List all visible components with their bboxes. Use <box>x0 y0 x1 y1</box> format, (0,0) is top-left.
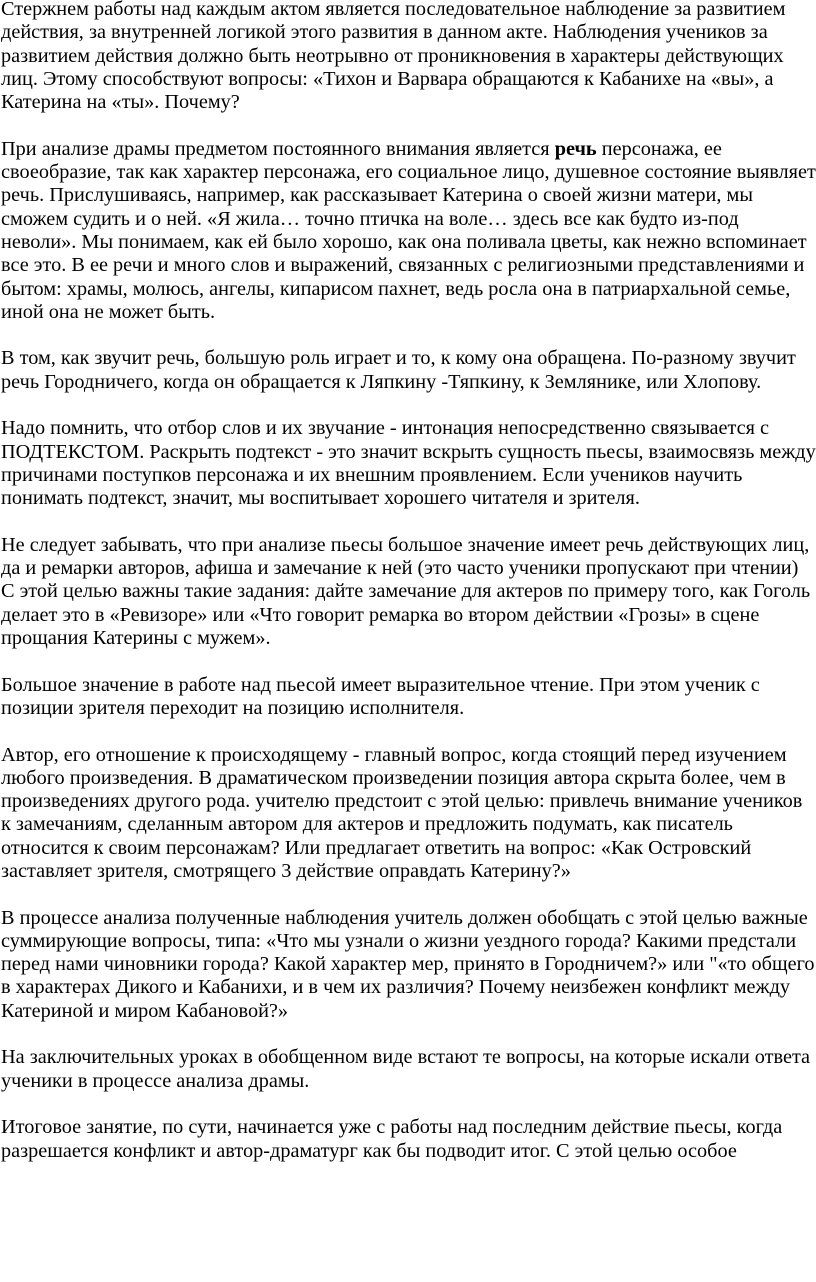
paragraph-6: Большое значение в работе над пьесой имеет выразительное чтение. При этом ученик с позиции зрителя переходит на позицию исполнителя. <box>1 673 760 719</box>
paragraph-2-start: При анализе драмы предметом постоянного внимания является <box>1 137 555 160</box>
emphasis-speech: речь <box>554 137 597 160</box>
paragraph-8: В процессе анализа полученные наблюдения учитель должен обобщать с этой целью важные суммирующие вопросы, типа: «Что мы узнали о жизни уездного города? Какими предстали перед нами чиновники города? Какой характер мер, принято в Городничем?» или "«то общего в характерах Дикого и Кабанихи, и в чем их различия? Почему неизбежен конфликт между Катериной и миром Кабановой?» <box>1 906 815 1022</box>
paragraph-5: Не следует забывать, что при анализе пьесы большое значение имеет речь действующих лиц, да и ремарки авторов, афиша и замечание к ней (это часто ученики пропускают при чтении) С этой целью важны такие задания: дайте замечание для актеров по примеру того, как Гоголь делает это в «Ревизоре» или «Что говорит ремарка во втором действии «Грозы» в сцене прощания Катерины с мужем». <box>1 533 811 650</box>
paragraph-9: На заключительных уроках в обобщенном виде встают те вопросы, на которые искали ответа ученики в процессе анализа драмы. <box>1 1046 811 1092</box>
paragraph-1: Стержнем работы над каждым актом является последовательное наблюдение за развитием действия, за внутренней логикой этого развития в данном акте. Наблюдения учеников за развитием действия должно быть неотрывно от проникновения в характеры действующих лиц. Этому способствуют вопросы: «Тихон и Варвара обращаются к Кабанихе на «вы», а Катерина на «ты». Почему? <box>1 0 786 114</box>
paragraph-3: В том, как звучит речь, большую роль играет и то, к кому она обращена. По-разному звучит речь Городничего, когда он обращается к Ляпкину -Тяпкину, к Землянике, или Хлопову. <box>1 347 796 393</box>
paragraph-10: Итоговое занятие, по сути, начинается уже с работы над последним действие пьесы, когда разрешается конфликт и автор-драматург как бы подводит итог. С этой целью особое <box>1 1116 783 1162</box>
paragraph-2-end: персонажа, ее своеобразие, так как характер персонажа, его социальное лицо, душевное состояние выявляет речь. Прислушиваясь, например, как рассказывает Катерина о своей жизни матери, мы сможем судить и о ней. «Я жила… точно птичка на воле… здесь все как будто из-под неволи». Мы понимаем, как ей было хорошо, как она поливала цветы, как нежно вспоминает все это. В ее речи и много слов и выражений, связанных с религиозными представлениями и бытом: храмы, молюсь, ангелы, кипарисом пахнет, ведь росла она в патриархальной семье, иной она не может быть. <box>1 137 816 323</box>
paragraph-4: Надо помнить, что отбор слов и их звучание - интонация непосредственно связывается с ПОДТЕКСТОМ. Раскрыть подтекст - это значит вскрыть сущность пьесы, взаимосвязь между причинами поступков персонажа и их внешним проявлением. Если учеников научить понимать подтекст, значит, мы воспитывает хорошего читателя и зрителя. <box>1 417 816 510</box>
paragraph-7: Автор, его отношение к происходящему - главный вопрос, когда стоящий перед изучением любого произведения. В драматическом произведении позиция автора скрыта более, чем в произведениях другого рода. учителю предстоит с этой целью: привлечь внимание учеников к замечаниям, сделанным автором для актеров и предложить подумать, как писатель относится к своим персонажам? Или предлагает ответить на вопрос: «Как Островский заставляет зрителя, смотрящего 3 действие оправдать Катерину?» <box>1 743 803 882</box>
paragraph-2 <box>1 138 816 324</box>
